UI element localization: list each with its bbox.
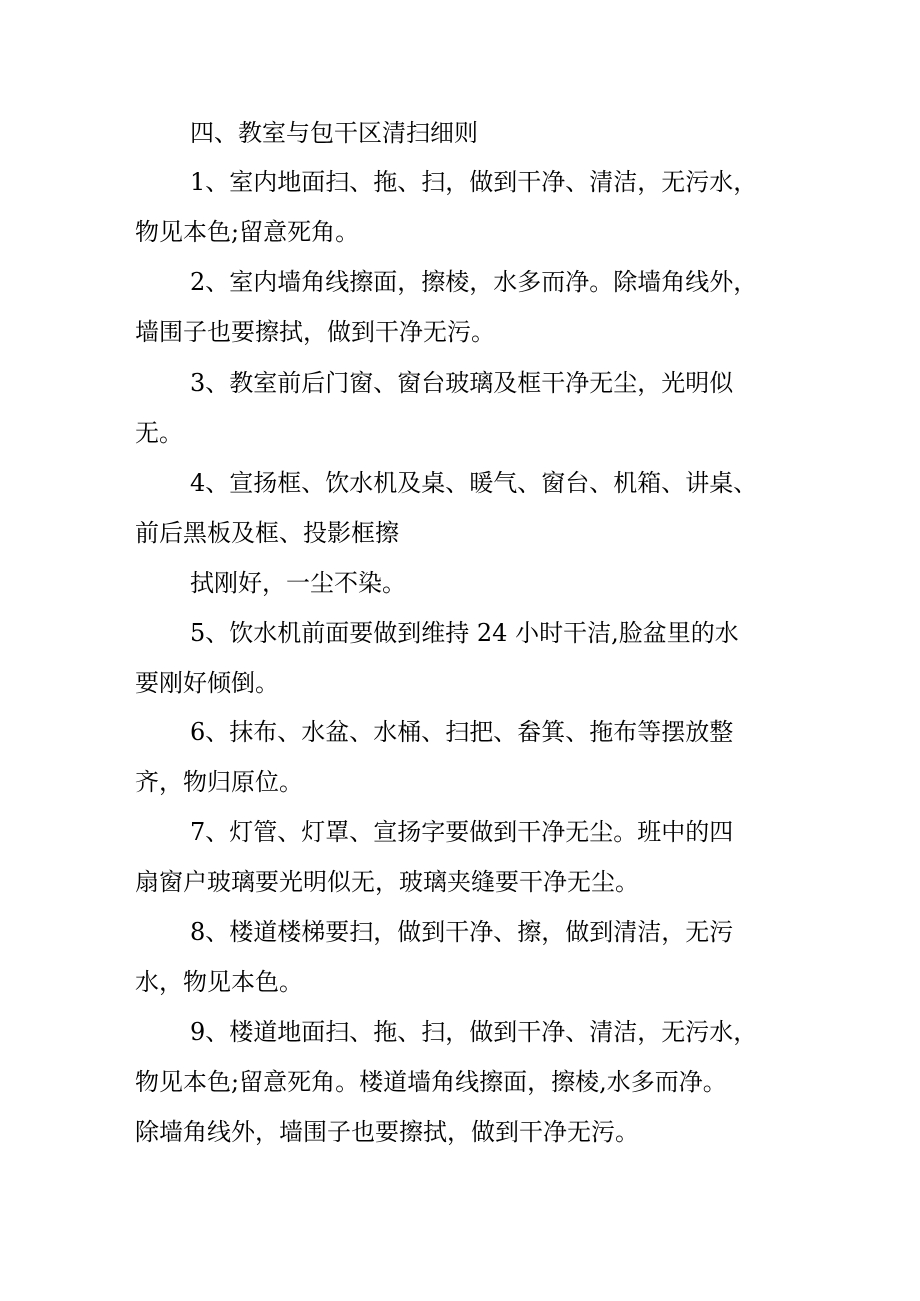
item-6-line-1: 6、抹布、水盆、水桶、扫把、畚箕、拖布等摆放整: [190, 718, 734, 746]
section-heading: 四、教室与包干区清扫细则: [190, 119, 478, 147]
item-4-line-2: 前后黑板及框、投影框擦: [135, 519, 399, 547]
item-3-line-1: 3、教室前后门窗、窗台玻璃及框干净无尘，光明似: [190, 369, 734, 397]
item-9-line-2: 物见本色;留意死角。楼道墙角线擦面，擦棱,水多而净。: [135, 1068, 727, 1096]
item-8-line-2: 水，物见本色。: [135, 968, 303, 996]
item-8-line-1: 8、楼道楼梯要扫，做到干净、擦，做到清洁，无污: [190, 918, 734, 946]
item-1-line-1: 1、室内地面扫、拖、扫，做到干净、清洁，无污水，: [190, 168, 758, 196]
item-2-line-2: 墙围子也要擦拭，做到干净无污。: [135, 318, 495, 346]
item-1-line-2: 物见本色;留意死角。: [135, 218, 360, 246]
item-7-line-2: 扇窗户玻璃要光明似无，玻璃夹缝要干净无尘。: [135, 868, 639, 896]
item-9-line-3: 除墙角线外，墙围子也要擦拭，做到干净无污。: [135, 1118, 639, 1146]
item-6-line-2: 齐，物归原位。: [135, 768, 303, 796]
item-5-line-1: 5、饮水机前面要做到维持 24 小时干洁,脸盆里的水: [190, 619, 739, 647]
item-7-line-1: 7、灯管、灯罩、宣扬字要做到干净无尘。班中的四: [190, 818, 734, 846]
item-3-line-2: 无。: [135, 419, 183, 447]
item-2-line-1: 2、室内墙角线擦面，擦棱，水多而净。除墙角线外，: [190, 268, 758, 296]
item-5-line-2: 要刚好倾倒。: [135, 669, 279, 697]
item-9-line-1: 9、楼道地面扫、拖、扫，做到干净、清洁，无污水，: [190, 1018, 758, 1046]
item-4-line-3: 拭刚好，一尘不染。: [190, 569, 406, 597]
item-4-line-1: 4、宣扬框、饮水机及桌、暖气、窗台、机箱、讲桌、: [190, 469, 758, 497]
